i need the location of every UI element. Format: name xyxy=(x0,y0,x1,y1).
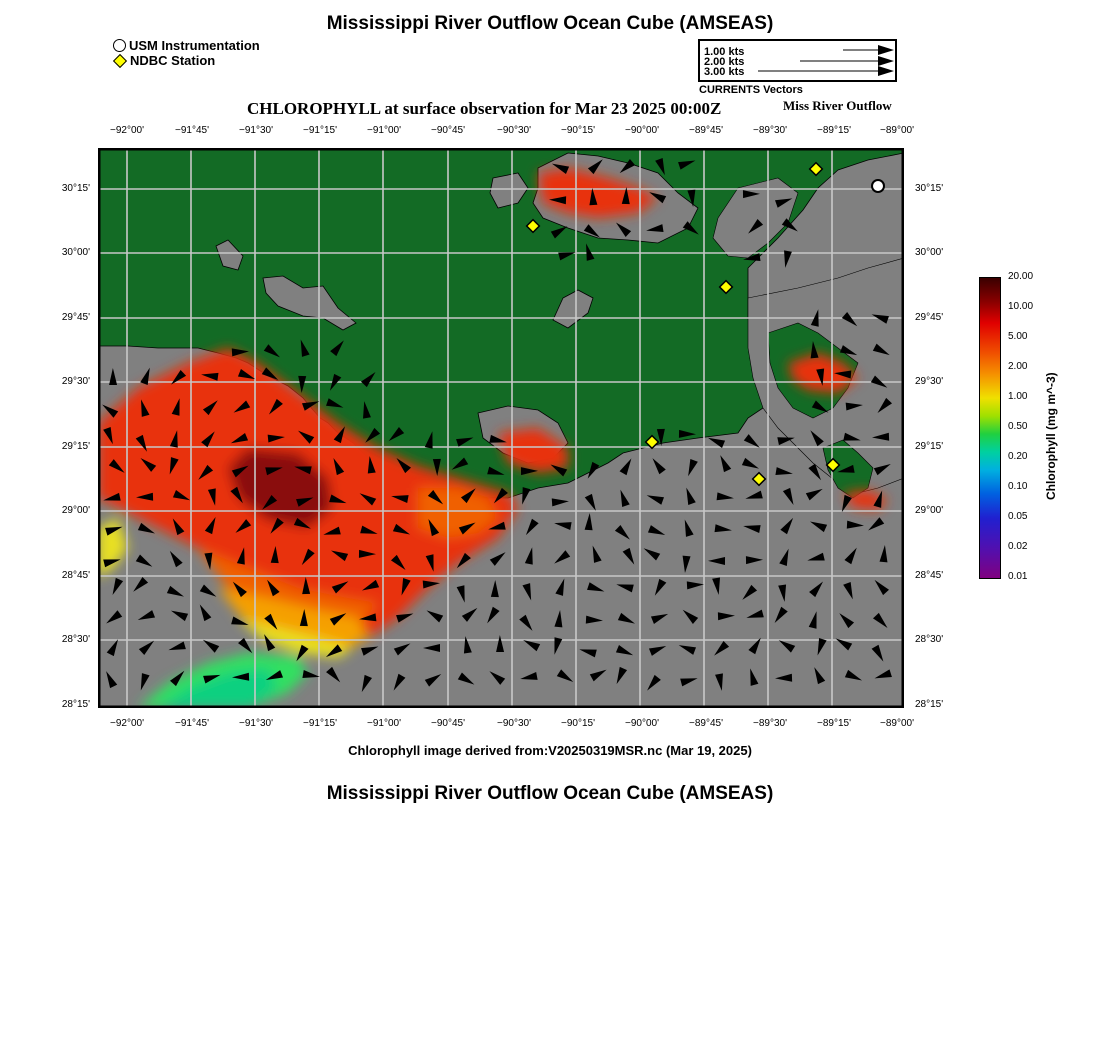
lat-tick-label: 28°45' xyxy=(61,570,90,581)
lon-tick-label: −91°30' xyxy=(239,125,273,136)
lon-tick-label: −90°15' xyxy=(561,718,595,729)
colorbar-tick-label: 10.00 xyxy=(1008,301,1034,312)
lat-tick-label: 29°15' xyxy=(61,441,90,452)
colorbar-tick-label: 0.05 xyxy=(1008,511,1028,522)
circle-icon xyxy=(113,39,126,52)
lon-tick-label: −91°00' xyxy=(367,125,401,136)
colorbar-title: Chlorophyll (mg m^-3) xyxy=(1044,372,1058,500)
colorbar-tick-label: 20.00 xyxy=(1008,271,1034,282)
lon-tick-label: −91°15' xyxy=(303,718,337,729)
map xyxy=(98,148,904,708)
legend xyxy=(113,38,260,68)
usm-instrument-marker[interactable] xyxy=(872,180,884,192)
colorbar xyxy=(979,277,1001,579)
region-label: Miss River Outflow xyxy=(783,98,892,113)
lat-tick-label: 29°45' xyxy=(915,312,944,323)
legend-usm-label: USM Instrumentation xyxy=(129,38,260,53)
lat-tick-label: 29°00' xyxy=(915,505,944,516)
lon-tick-label: −91°00' xyxy=(367,718,401,729)
diamond-icon xyxy=(113,53,127,67)
lon-tick-label: −89°45' xyxy=(689,125,723,136)
vector-caption: CURRENTS Vectors xyxy=(699,84,803,96)
legend-ndbc-label: NDBC Station xyxy=(130,53,216,68)
lon-tick-label: −90°30' xyxy=(497,718,531,729)
lat-tick-label: 29°30' xyxy=(915,376,944,387)
colorbar-tick-label: 1.00 xyxy=(1008,391,1028,402)
lat-tick-label: 28°30' xyxy=(61,634,90,645)
vector-label-3: 3.00 kts xyxy=(704,66,745,78)
lat-tick-label: 30°00' xyxy=(915,247,944,258)
vector-arrows xyxy=(700,41,895,80)
page-title-bottom: Mississippi River Outflow Ocean Cube (AMSEAS) xyxy=(326,783,774,804)
lon-tick-label: −89°15' xyxy=(817,718,851,729)
lat-tick-label: 28°30' xyxy=(915,634,944,645)
legend-usm xyxy=(113,38,260,53)
lat-tick-label: 28°45' xyxy=(915,570,944,581)
lat-tick-label: 29°30' xyxy=(61,376,90,387)
lat-tick-label: 29°00' xyxy=(61,505,90,516)
colorbar-tick-label: 0.50 xyxy=(1008,421,1028,432)
lat-tick-label: 30°15' xyxy=(61,183,90,194)
lon-tick-label: −91°45' xyxy=(175,125,209,136)
colorbar-tick-label: 2.00 xyxy=(1008,361,1028,372)
lon-tick-label: −89°30' xyxy=(753,125,787,136)
lon-tick-label: −90°45' xyxy=(431,125,465,136)
colorbar-tick-label: 5.00 xyxy=(1008,331,1028,342)
colorbar-tick-label: 0.10 xyxy=(1008,481,1028,492)
colorbar-tick-label: 0.20 xyxy=(1008,451,1028,462)
colorbar-tick-label: 0.02 xyxy=(1008,541,1028,552)
lon-tick-label: −89°30' xyxy=(753,718,787,729)
lon-tick-label: −89°00' xyxy=(880,125,914,136)
lon-tick-label: −90°30' xyxy=(497,125,531,136)
colorbar-tick-label: 0.01 xyxy=(1008,571,1028,582)
vector-label-1: 1.00 kts xyxy=(704,46,745,58)
legend-ndbc xyxy=(113,53,260,68)
lon-tick-label: −91°30' xyxy=(239,718,273,729)
lon-tick-label: −90°45' xyxy=(431,718,465,729)
lon-tick-label: −90°00' xyxy=(625,125,659,136)
lon-tick-label: −89°45' xyxy=(689,718,723,729)
source-caption: Chlorophyll image derived from:V20250319MSR.nc (Mar 19, 2025) xyxy=(348,743,752,758)
lon-tick-label: −92°00' xyxy=(110,125,144,136)
lat-tick-label: 28°15' xyxy=(61,699,90,710)
vector-scale-box xyxy=(698,39,897,82)
lon-tick-label: −89°00' xyxy=(880,718,914,729)
vector-label-2: 2.00 kts xyxy=(704,56,745,68)
lon-tick-label: −91°45' xyxy=(175,718,209,729)
lat-tick-label: 30°15' xyxy=(915,183,944,194)
lon-tick-label: −92°00' xyxy=(110,718,144,729)
lat-tick-label: 30°00' xyxy=(61,247,90,258)
lon-tick-label: −89°15' xyxy=(817,125,851,136)
page-title: Mississippi River Outflow Ocean Cube (AMSEAS) xyxy=(326,13,774,34)
lon-tick-label: −91°15' xyxy=(303,125,337,136)
lat-tick-label: 28°15' xyxy=(915,699,944,710)
lat-tick-label: 29°45' xyxy=(61,312,90,323)
map-subtitle: CHLOROPHYLL at surface observation for Mar 23 2025 00:00Z xyxy=(247,99,722,118)
lon-tick-label: −90°15' xyxy=(561,125,595,136)
lon-tick-label: −90°00' xyxy=(625,718,659,729)
lat-tick-label: 29°15' xyxy=(915,441,944,452)
